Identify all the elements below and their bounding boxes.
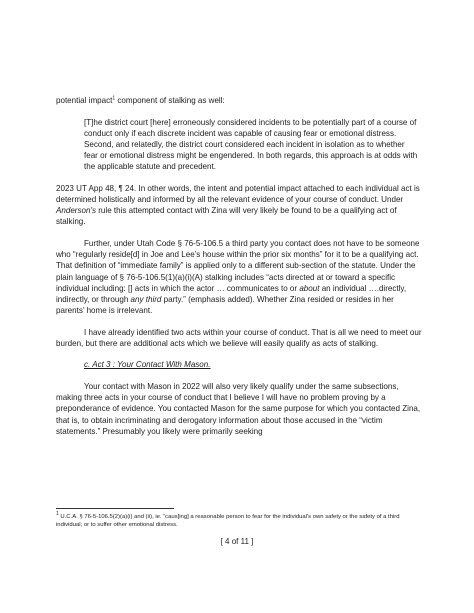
intro-tail: component of stalking as well:	[115, 96, 225, 105]
paragraph-mason: Your contact with Mason in 2022 will also very likely qualify under the same subsections, making three acts in your course of conduct that I believe I will have no problem proving by a preponderance of evidence. You contacted Mason for the same purpose for which you contacted Zina, that is, to obtain incriminating and derogatory information about those accused in the “victim statements.” Presumably you likely were primarily seeking	[56, 382, 421, 436]
intro-text: potential impact	[56, 96, 113, 105]
paragraph-intro	[56, 95, 424, 106]
section-heading	[56, 359, 424, 370]
citation-text-c: rule this attempted contact with Zina will very likely be found to be a qualifying act of stalking.	[56, 206, 397, 227]
footnote	[56, 513, 424, 529]
body-text	[56, 95, 424, 447]
emphasis-about: about	[299, 283, 320, 293]
utah-code-text-a: Further, under Utah Code § 76-5-106.5 a third party you contact does not have to be someone who “regularly reside[d] in Joe and Lee’s house within the prior six months” for it to be a qualifying act. That definition of “immediate family” is applied only to a different sub-section of the statute. Under the plain language of § 76-5-106.5(1)(a)(i)(A) stalking includes “acts directed at or toward a specific individual including: [] acts in which the actor … communicates to or	[56, 239, 420, 293]
case-name: Anderson's	[56, 206, 97, 216]
footnote-reference: 1	[112, 95, 116, 102]
paragraph-utah-code	[56, 238, 424, 316]
utah-code-text-e: party.” (emphasis added). Whether Zina resided or resides in her parents’ home is irrelevant.	[56, 294, 394, 315]
section-heading-text: c. Act 3 : Your Contact With Mason.	[84, 360, 211, 370]
footnote-marker: 1	[56, 511, 59, 518]
footnote-text: U.C.A. § 76-5-106.5(2)(a)(i) and (ii), ie. “caus[ing] a reasonable person to fear for the individual’s own safety or the safety of a third individual; or to suffer other emotional distress.	[56, 514, 400, 529]
citation-text-a: 2023 UT App 48, ¶ 24. In other words, the intent and potential impact attached to each individual act is determined holistically and informed by all the relevant evidence of your course of conduct. Under	[56, 183, 420, 205]
utah-code-text-c: an individual ….directly, indirectly, or through	[56, 283, 407, 304]
paragraph-citation	[56, 183, 424, 228]
block-quote: [T]he district court [here] erroneously considered incidents to be potentially part of a course of conduct only if each discrete incident was capable of causing fear or emotional distress. Second, and relatedly, the district court considered each incident in isolation as to whether fear or emotional distress might be engendered. In both regards, this approach is at odds with the applicable statute and precedent.	[84, 117, 418, 172]
footnote-divider	[56, 508, 174, 509]
paragraph-additional-acts: I have already identified two acts within your course of conduct. That is all we need to meet our burden, but there are additional acts which we believe will easily qualify as acts of stalking.	[56, 327, 422, 348]
emphasis-any-third: any third	[130, 294, 162, 304]
page-number: [ 4 of 11 ]	[220, 537, 254, 546]
